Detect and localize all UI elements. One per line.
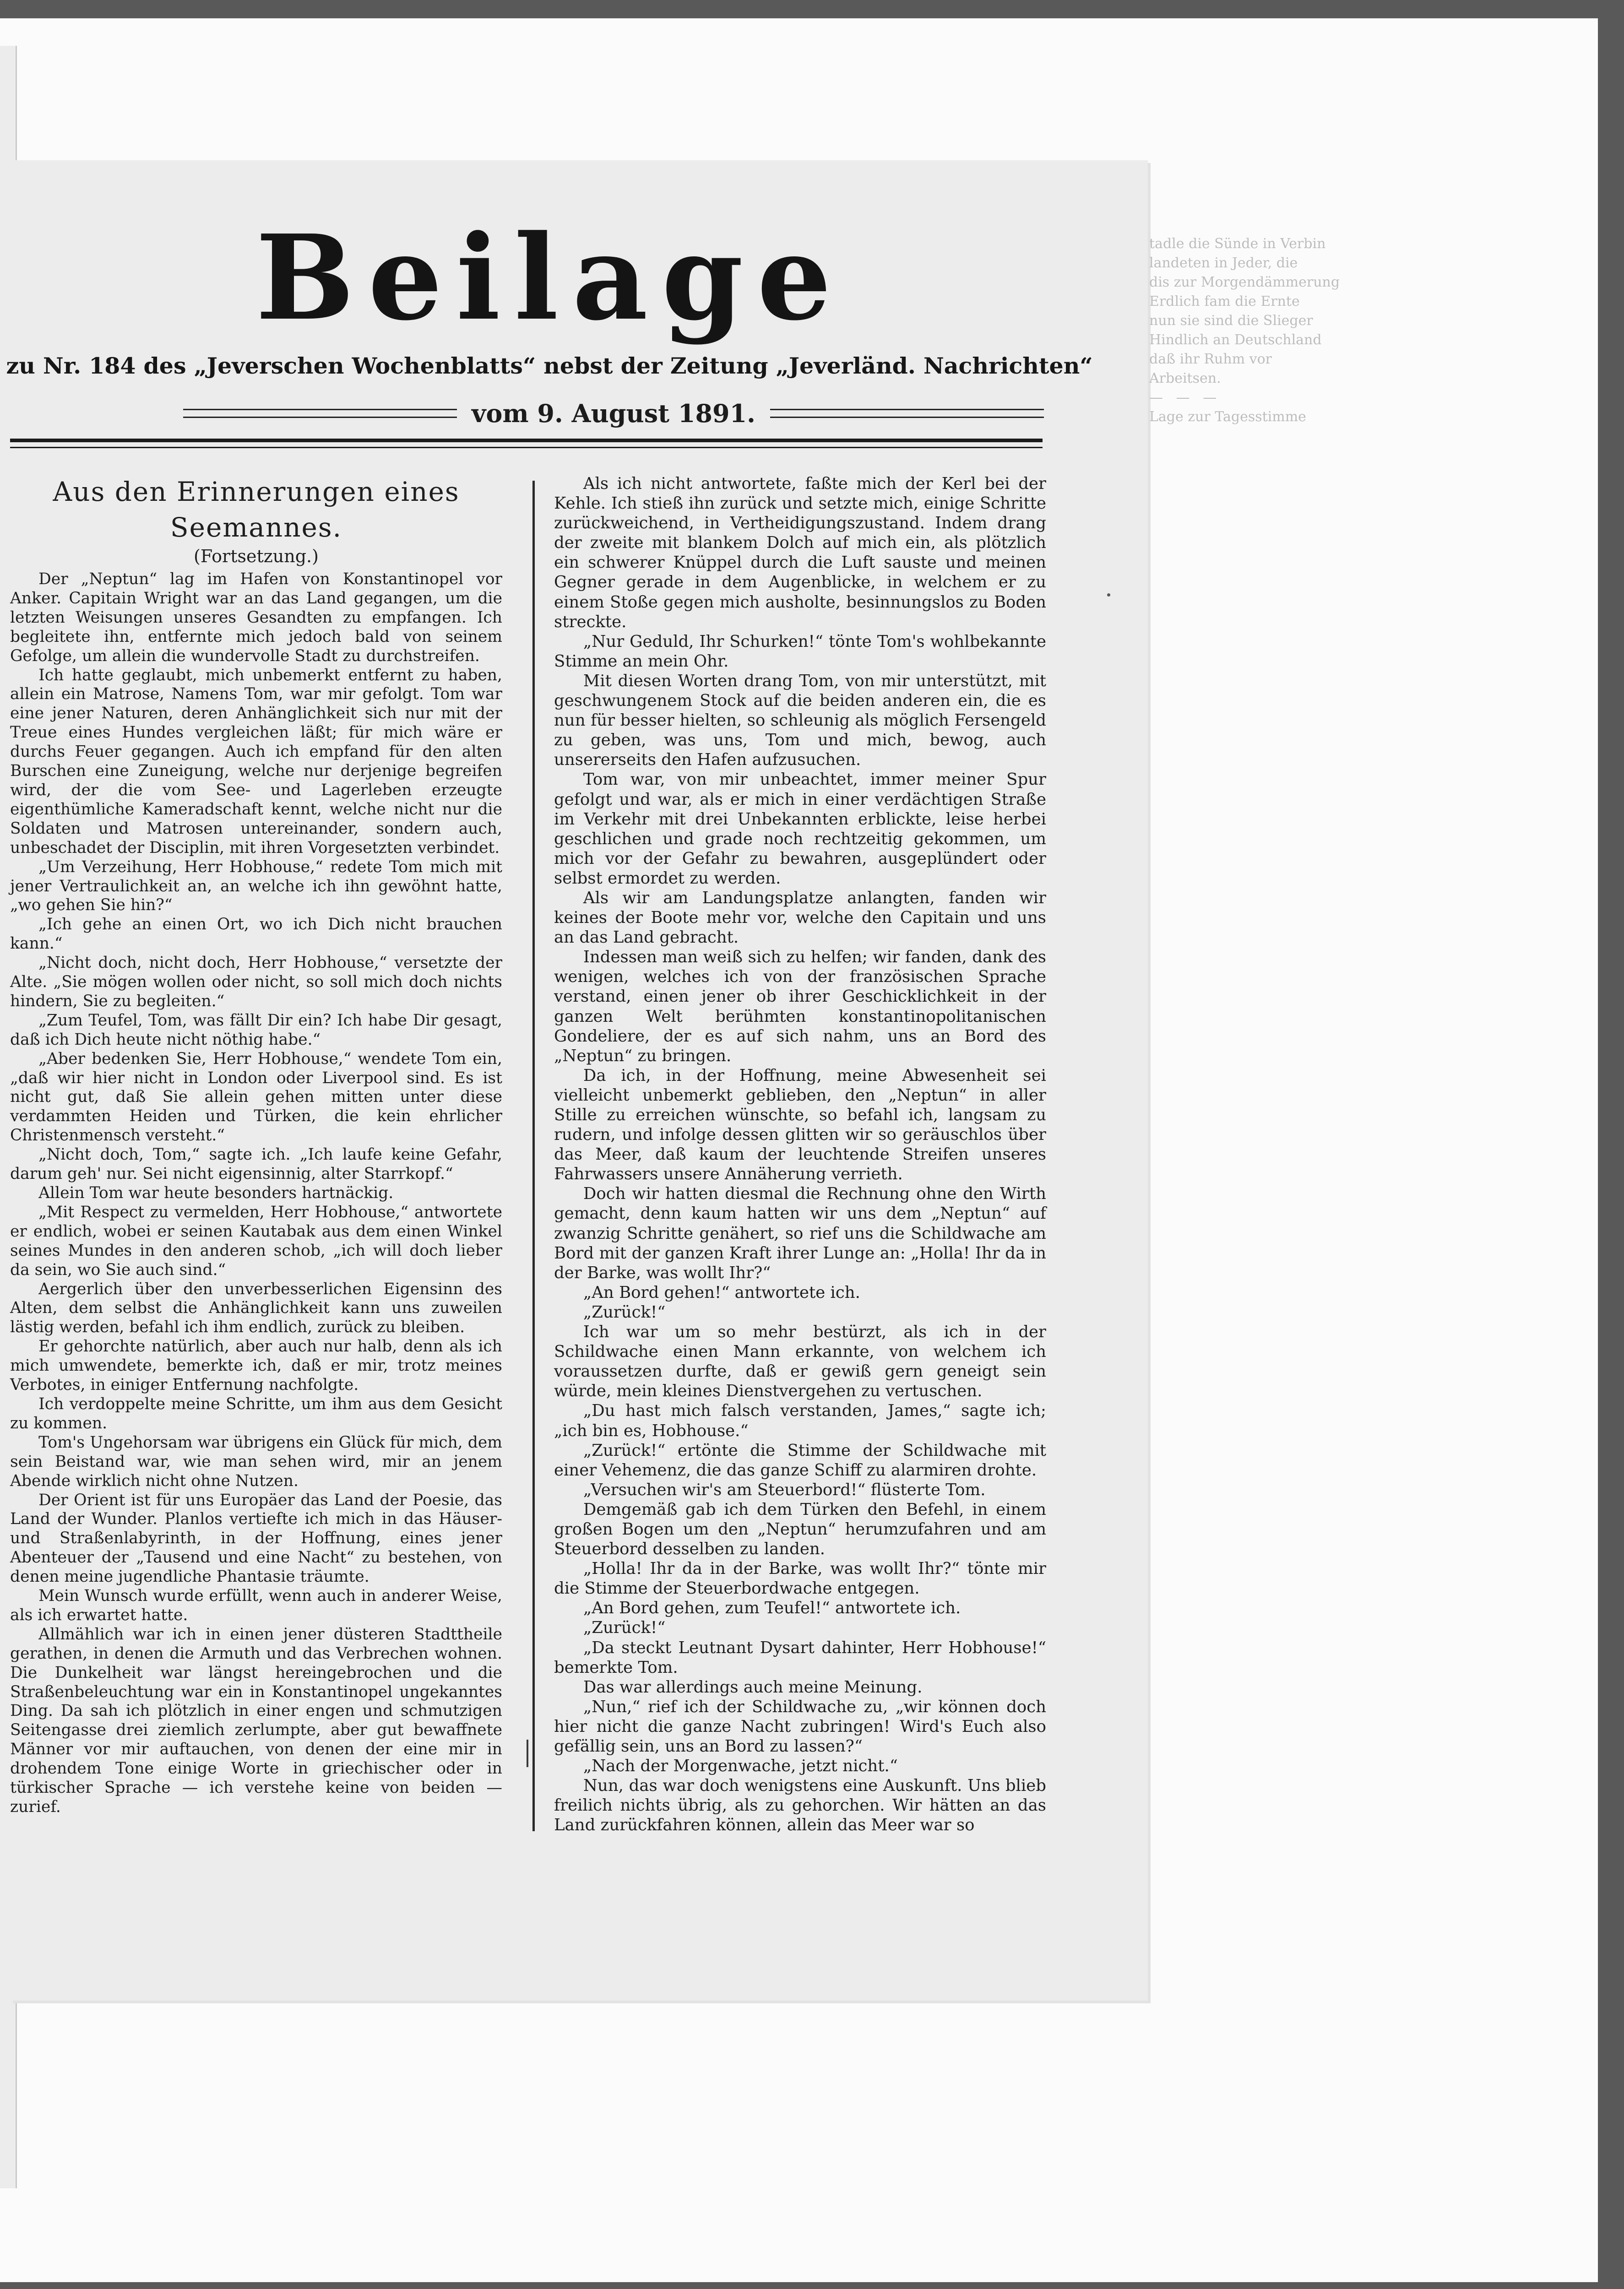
article-paragraph: Tom's Ungehorsam war übrigens ein Glück für mich, dem sein Beistand war, wie man sehen wird, mir an jenem Abende wirklich nicht ohne Nutzen. bbox=[10, 1433, 502, 1490]
article-paragraph: Als wir am Landungsplatze anlangten, fanden wir keines der Boote mehr vor, welche den Capitain und uns an das Land gebracht. bbox=[554, 888, 1046, 947]
scan-speck bbox=[1107, 593, 1110, 597]
date-rule-left bbox=[183, 409, 457, 418]
article-paragraph: Mein Wunsch wurde erfüllt, wenn auch in anderer Weise, als ich erwartet hatte. bbox=[10, 1587, 502, 1624]
article-paragraph: „Nicht doch, nicht doch, Herr Hobhouse,“ versetzte der Alte. „Sie mögen wollen oder nicht, so soll mich doch nichts hindern, Sie zu begleiten.“ bbox=[10, 954, 502, 1010]
article-paragraph: Ich hatte geglaubt, mich unbemerkt entfernt zu haben, allein ein Matrose, Namens Tom, war mir gefolgt. Tom war eine jener Naturen, deren Anhänglichkeit sich nur mit der Treue eines Hundes vergleichen läßt; für mich wäre er durchs Feuer gegangen. Auch ich empfand für den alten Burschen eine Zuneigung, welche nur derjenige begreifen wird, der die vom See- und Lagerleben erzeugte eigenthümliche Kameradschaft kennt, welche nicht nur die Soldaten und Matrosen untereinander, sondern auch, unbeschadet der Disciplin, mit ihren Vorgesetzten verbindet. bbox=[10, 666, 502, 857]
column-divider bbox=[532, 481, 535, 1831]
article-paragraph: Allein Tom war heute besonders hartnäckig. bbox=[38, 1184, 394, 1202]
article-title: Aus den Erinnerungen eines Seemannes. bbox=[53, 476, 460, 543]
article-paragraph: „Holla! Ihr da in der Barke, was wollt Ihr?“ tönte mir die Stimme der Steuerbordwache entgegen. bbox=[554, 1559, 1046, 1598]
article-paragraph: „Da steckt Leutnant Dysart dahinter, Herr Hobhouse!“ bemerkte Tom. bbox=[554, 1638, 1046, 1677]
article-paragraph: Aergerlich über den unverbesserlichen Eigensinn des Alten, dem selbst die Anhänglichkeit kann uns zuweilen lästig werden, befahl ich ihm endlich, zurück zu bleiben. bbox=[10, 1280, 502, 1337]
article-paragraph: „Nun,“ rief ich der Schildwache zu, „wir können doch hier nicht die ganze Nacht zubringen! Wird's Euch also gefällig sein, uns an Bord zu lassen?“ bbox=[554, 1697, 1046, 1756]
article-paragraph: „Zurück!“ bbox=[583, 1302, 666, 1322]
article-paragraph: Der Orient ist für uns Europäer das Land der Poesie, das Land der Wunder. Planlos vertiefte ich mich in das Häuser- und Straßenlabyrinth, in der Hoffnung, eines jener Abenteuer der „Tausend und eine Nacht“ zu bestehen, von denen meine jugendliche Phantasie träumte. bbox=[10, 1491, 502, 1586]
article-paragraph: „Zurück!“ ertönte die Stimme der Schildwache mit einer Vehemenz, die das ganze Schiff zu alarmiren drohte. bbox=[554, 1441, 1046, 1480]
article-paragraph: Nun, das war doch wenigstens eine Auskunft. Uns blieb freilich nichts übrig, als zu gehorchen. Wir hätten an das Land zurückfahren können, allein das Meer war so bbox=[554, 1776, 1046, 1835]
article-paragraph: Der „Neptun“ lag im Hafen von Konstantinopel vor Anker. Capitain Wright war an das Land gegangen, um die letzten Weisungen unseres Gesandten zu empfangen. Ich begleitete ihn, entfernte mich jedoch bald von seinem Gefolge, um allein die wundervolle Stadt zu durchstreifen. bbox=[10, 570, 502, 665]
article-paragraph: Mit diesen Worten drang Tom, von mir unterstützt, mit geschwungenem Stock auf die beiden anderen ein, die es nun für besser hielten, so schleunig als möglich Fersengeld zu geben, was uns, Tom und mich, bewog, auch unsererseits den Hafen aufzusuchen. bbox=[554, 671, 1046, 770]
article-paragraph: Ich war um so mehr bestürzt, als ich in der Schildwache einen Mann erkannte, von welchem ich voraussetzen durfte, daß er gewiß gern geneigt sein würde, mein kleines Dienstvergehen zu vertuschen. bbox=[554, 1323, 1046, 1401]
article-paragraph: „An Bord gehen, zum Teufel!“ antwortete ich. bbox=[583, 1599, 961, 1618]
header-rule bbox=[10, 439, 1043, 448]
article-paragraph: Er gehorchte natürlich, aber auch nur halb, denn als ich mich umwendete, bemerkte ich, daß er mir, trotz meines Verbotes, in einiger Entfernung nachfolgte. bbox=[10, 1337, 502, 1394]
masthead-subtitle: zu Nr. 184 des „Jeverschen Wochenblatts“ nebst der Zeitung „Jeverländ. Nachrichten“ bbox=[6, 353, 1093, 379]
article-continuation-note: (Fortsetzung.) bbox=[194, 546, 319, 566]
article-paragraph: Tom war, von mir unbeachtet, immer meiner Spur gefolgt und war, als er mich in einer verdächtigen Straße im Verkehr mit drei Unbekannten erblickte, leise herbei geschlichen und grade noch rechtzeitig gekommen, um mich vor der Gefahr zu bewahren, ausgeplündert oder selbst ermordet zu werden. bbox=[554, 770, 1046, 888]
masthead-title: Beilage bbox=[255, 210, 845, 347]
article-paragraph: „Du hast mich falsch verstanden, James,“ sagte ich; „ich bin es, Hobhouse.“ bbox=[554, 1401, 1046, 1440]
article-paragraph: Da ich, in der Hoffnung, meine Abwesenheit sei vielleicht unbemerkt geblieben, den „Neptun“ in aller Stille zu erreichen wünschte, so befahl ich, langsam zu rudern, und infolge dessen glitten wir so geräuschlos über das Meer, daß kaum der leuchtende Streifen unseres Fahrwassers unsere Annäherung verrieth. bbox=[554, 1066, 1046, 1184]
article-paragraph: „Nicht doch, Tom,“ sagte ich. „Ich laufe keine Gefahr, darum geh' nur. Sei nicht eigensinnig, alter Starrkopf.“ bbox=[10, 1145, 502, 1183]
right-paragraph-list bbox=[554, 474, 1046, 1835]
article-paragraph: „An Bord gehen!“ antwortete ich. bbox=[583, 1283, 860, 1302]
article-paragraph: Das war allerdings auch meine Meinung. bbox=[583, 1677, 923, 1697]
article-paragraph: „Nach der Morgenwache, jetzt nicht.“ bbox=[583, 1757, 898, 1776]
article-column-right bbox=[554, 474, 1046, 1835]
article-column-left bbox=[10, 474, 502, 1817]
article-paragraph: „Zurück!“ bbox=[583, 1618, 666, 1638]
masthead-date: vom 9. August 1891. bbox=[472, 399, 755, 428]
article-paragraph: „Nur Geduld, Ihr Schurken!“ tönte Tom's wohlbekannte Stimme an mein Ohr. bbox=[554, 632, 1046, 671]
article-paragraph: „Aber bedenken Sie, Herr Hobhouse,“ wendete Tom ein, „daß wir hier nicht in London oder Liverpool sind. Es ist nicht gut, daß Sie allein gehen mitten unter diese verdammten Heiden und Türken, die kein ehrlicher Christenmensch versteht.“ bbox=[10, 1049, 502, 1145]
article-paragraph: „Zum Teufel, Tom, was fällt Dir ein? Ich habe Dir gesagt, daß ich Dich heute nicht nöthig habe.“ bbox=[10, 1011, 502, 1049]
article-paragraph: „Versuchen wir's am Steuerbord!“ flüsterte Tom. bbox=[583, 1480, 986, 1499]
column-divider-mark bbox=[527, 1740, 528, 1767]
article-paragraph: „Mit Respect zu vermelden, Herr Hobhouse,“ antwortete er endlich, wobei er seinen Kautabak aus dem einen Winkel seines Mundes in den anderen schob, „ich will doch lieber da sein, wo Sie auch sind.“ bbox=[10, 1203, 502, 1279]
article-paragraph: Doch wir hatten diesmal die Rechnung ohne den Wirth gemacht, denn kaum hatten wir uns dem „Neptun“ auf zwanzig Schritte genähert, so rief uns die Schildwache am Bord mit der ganzen Kraft ihrer Lunge an: „Holla! Ihr da in der Barke, was wollt Ihr?“ bbox=[554, 1184, 1046, 1282]
left-paragraph-list bbox=[10, 570, 502, 1817]
article-paragraph: Ich verdoppelte meine Schritte, um ihm aus dem Gesicht zu kommen. bbox=[10, 1394, 502, 1432]
article-paragraph: Indessen man weiß sich zu helfen; wir fanden, dank des wenigen, welches ich von der französischen Sprache verstand, einen jener ob ihrer Geschicklichkeit in der ganzen Welt berühmten konstantinopolitanischen Gondeliere, der es auf sich nahm, uns an Bord des „Neptun“ zu bringen. bbox=[554, 948, 1046, 1065]
article-paragraph: Allmählich war ich in einen jener düsteren Stadttheile gerathen, in denen die Armuth und das Verbrechen wohnen. Die Dunkelheit war längst hereingebrochen und die Straßenbeleuchtung war ein in Konstantinopel ungekanntes Ding. Da sah ich plötzlich in einer engen und schmutzigen Seitengasse drei ziemlich zerlumpte, aber gut bewaffnete Männer vor mir auftauchen, von denen der eine mir in drohendem Tone einige Worte in griechischer oder in türkischer Sprache — ich verstehe keine von beiden — zurief. bbox=[10, 1625, 502, 1816]
article-paragraph: Demgemäß gab ich dem Türken den Befehl, in einem großen Bogen um den „Neptun“ herumzufahren und am Steuerbord desselben zu landen. bbox=[554, 1500, 1046, 1559]
masthead-date-row bbox=[183, 397, 1044, 429]
bleed-through-text: tadle die Sünde in landeten in Jeder, dis zur Morgendämmerung Erdlich fam die Ernte nun sie sind die Hindlich an Deutschland daß ihr Ruhm vor Arbeitsen. — — — Lage zur Tagesstimme bbox=[1149, 236, 1340, 425]
article-paragraph: Als ich nicht antwortete, faßte mich der Kerl bei der Kehle. Ich stieß ihn zurück und setzte mich, einige Schritte zurückweichend, in Vertheidigungszustand. Indem drang der zweite mit blankem Dolch auf mich ein, als plötzlich ein schwerer Knüppel durch die Luft sauste und meinen Gegner gerade in dem Augenblicke, in welchem er zu einem Stoße gegen mich ausholte, besinnungslos zu Boden streckte. bbox=[554, 474, 1046, 631]
article-paragraph: „Um Verzeihung, Herr Hobhouse,“ redete Tom mich mit jener Vertraulichkeit an, an welche ich ihn gewöhnt hatte, „wo gehen Sie hin?“ bbox=[10, 857, 502, 915]
article-paragraph: „Ich gehe an einen Ort, wo ich Dich nicht brauchen kann.“ bbox=[10, 915, 502, 953]
date-rule-right bbox=[770, 409, 1044, 418]
